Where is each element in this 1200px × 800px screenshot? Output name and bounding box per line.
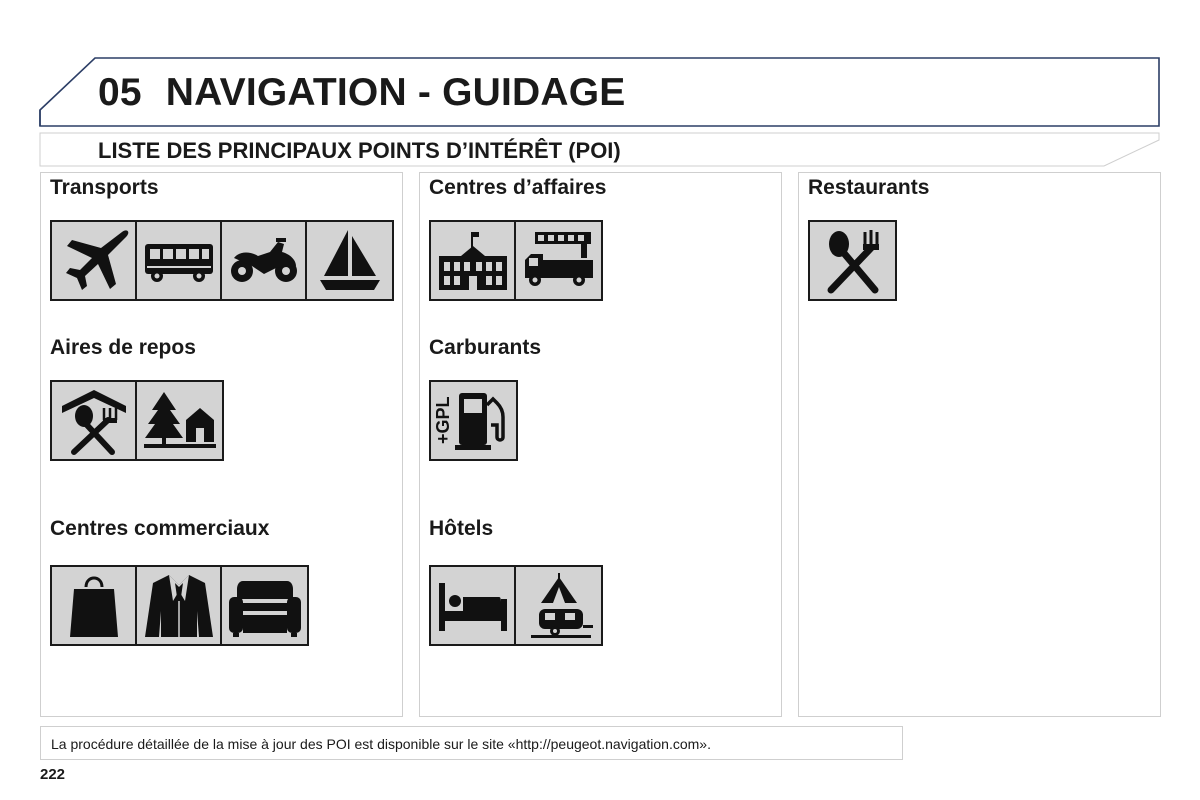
poi-column-2	[419, 172, 782, 717]
category-heading-transports: Transports	[50, 176, 159, 199]
rest-area-restaurant-icon	[52, 382, 137, 459]
chapter-name: NAVIGATION - GUIDAGE	[165, 71, 626, 114]
shopping-bag-icon	[52, 567, 137, 644]
fuel-pump-lpg-icon	[431, 382, 516, 459]
category-heading-hotels: Hôtels	[429, 517, 494, 540]
motorcycle-icon	[222, 222, 307, 299]
fire-truck-icon	[516, 222, 601, 299]
sailboat-icon	[307, 222, 392, 299]
camping-caravan-icon	[516, 567, 601, 644]
poi-column-1	[40, 172, 403, 717]
category-heading-aires-de-repos: Aires de repos	[50, 336, 196, 359]
clothing-jacket-icon	[137, 567, 222, 644]
chapter-number: 05	[98, 71, 142, 114]
footnote-text: La procédure détaillée de la mise à jour des POI est disponible sur le site «http://peugeot.navigation.com».	[51, 736, 711, 752]
icon-row-carburants	[429, 380, 518, 461]
page-number: 222	[40, 766, 66, 783]
category-heading-centres-commerciaux: Centres commerciaux	[50, 517, 270, 540]
restaurant-fork-spoon-icon	[810, 222, 895, 299]
town-hall-icon	[431, 222, 516, 299]
icon-row-transports	[50, 220, 394, 301]
category-heading-carburants: Carburants	[429, 336, 542, 359]
section-title: LISTE DES PRINCIPAUX POINTS D’INTÉRÊT (POI)	[98, 138, 621, 163]
bus-icon	[137, 222, 222, 299]
furniture-armchair-icon	[222, 567, 307, 644]
poi-column-3	[798, 172, 1161, 717]
icon-row-restaurants	[808, 220, 897, 301]
icon-row-centres-affaires	[429, 220, 603, 301]
rest-area-park-icon	[137, 382, 222, 459]
lpg-label: +GPL	[433, 396, 453, 444]
chapter-title	[98, 70, 626, 116]
icon-row-centres-commerciaux	[50, 565, 309, 646]
icon-row-hotels	[429, 565, 603, 646]
category-heading-restaurants: Restaurants	[808, 176, 930, 199]
icon-row-aires-de-repos	[50, 380, 224, 461]
airplane-icon	[52, 222, 137, 299]
category-heading-centres-affaires: Centres d’affaires	[429, 176, 607, 199]
footnote-box	[40, 726, 903, 760]
hotel-bed-icon	[431, 567, 516, 644]
